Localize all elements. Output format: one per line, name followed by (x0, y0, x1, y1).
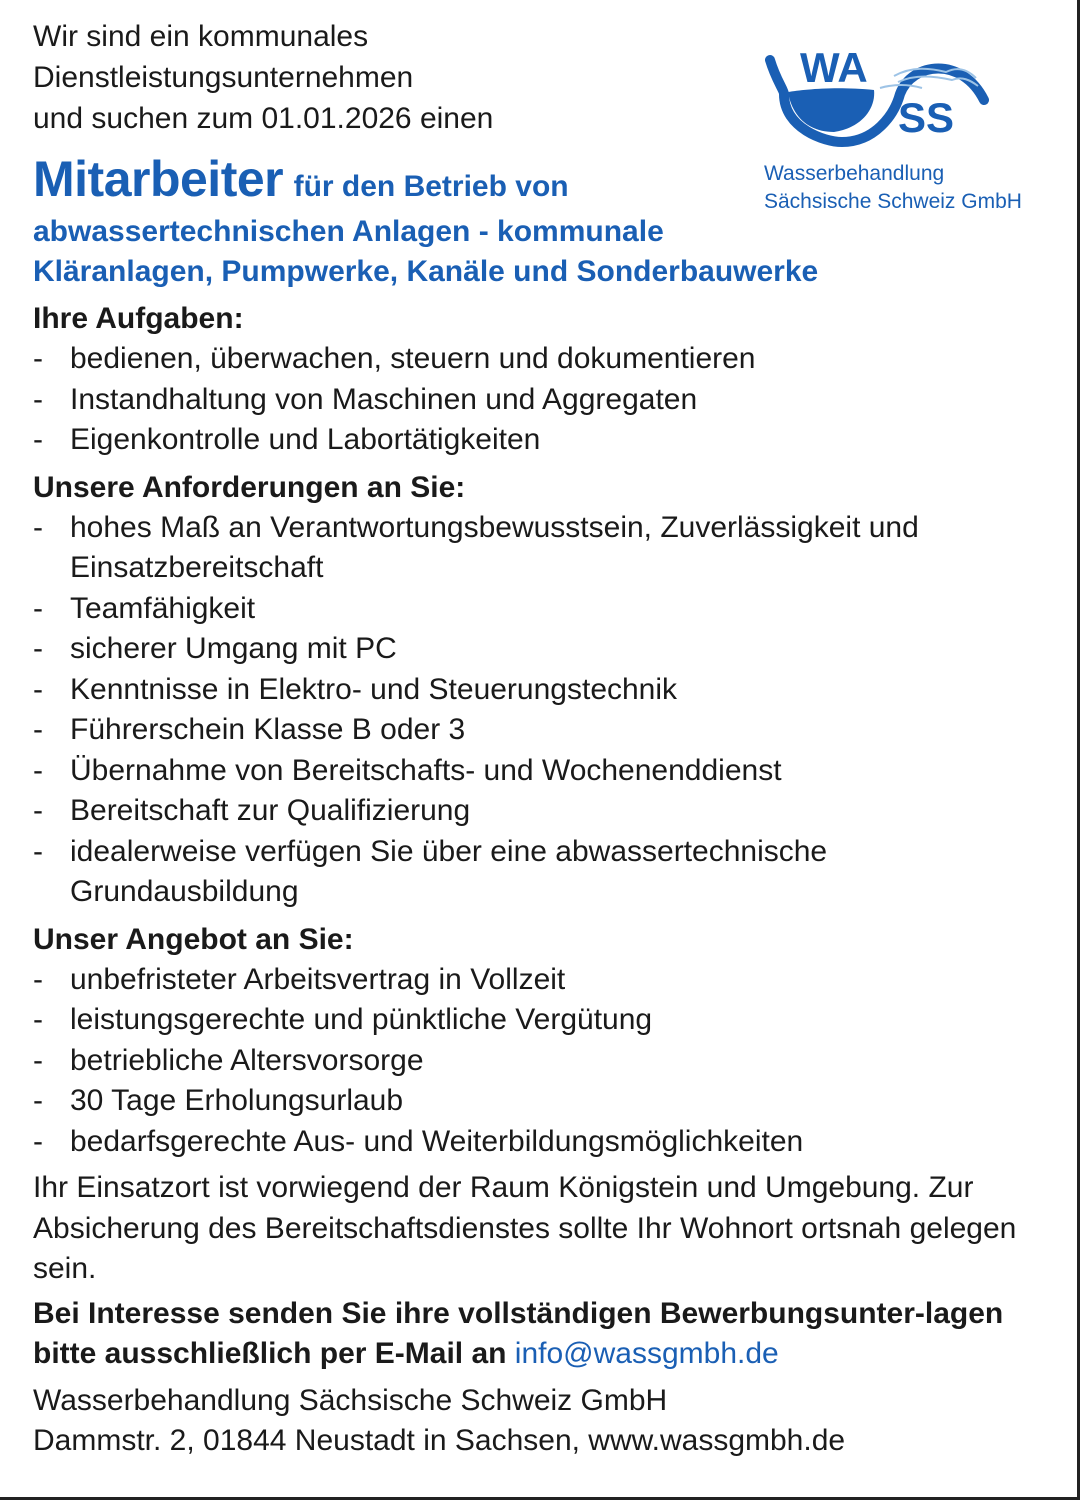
list-item-text: Kenntnisse in Elektro- und Steuerungstechnik (70, 672, 678, 706)
job-title-line2: abwassertechnischen Anlagen - kommunale (33, 215, 664, 248)
list-item: - Kenntnisse in Elektro- und Steuerungstechnik (33, 672, 678, 706)
list-item-text: Instandhaltung von Maschinen und Aggregaten (70, 382, 698, 416)
list-item-text: Führerschein Klasse B oder 3 (70, 713, 466, 746)
list-item: - Übernahme von Bereitschafts- und Wochenenddienst (33, 753, 782, 787)
list-item: - sicherer Umgang mit PC (33, 632, 397, 665)
email-link[interactable]: info@wassgmbh.de (514, 1337, 779, 1370)
list-item: - hohes Maß an Verantwortungsbewusstsein, Zuverlässigkeit und Einsatzbereitschaft (33, 510, 919, 584)
list-item: - Führerschein Klasse B oder 3 (33, 713, 466, 746)
main-content (33, 298, 1053, 1462)
list-item: - Bereitschaft zur Qualifizierung (33, 794, 471, 827)
tasks-heading: Ihre Aufgaben: (33, 302, 244, 335)
footer-company-name: Wasserbehandlung Sächsische Schweiz GmbH (33, 1383, 668, 1417)
list-item-text: leistungsgerechte und pünktliche Vergütung (70, 1003, 653, 1036)
list-item: - leistungsgerechte und pünktliche Vergütung (33, 1003, 653, 1036)
company-address (33, 1381, 1053, 1462)
list-item-text: sicherer Umgang mit PC (70, 632, 397, 665)
footer-address-line: Dammstr. 2, 01844 Neustadt in Sachsen, www.wassgmbh.de (33, 1424, 846, 1457)
location-paragraph: Ihr Einsatzort ist vorwiegend der Raum Königstein und Umgebung. Zur Absicherung des Bereitschaftsdienstes sollte Ihr Wohnort ortsnah gelegen sein. (33, 1171, 1017, 1285)
list-item: - Instandhaltung von Maschinen und Aggregaten (33, 382, 698, 416)
offer-list (33, 960, 1053, 1163)
intro-line: Wir sind ein kommunales (33, 20, 369, 53)
job-title-rest: für den Betrieb von (293, 170, 569, 203)
cta-text: Bei Interesse senden Sie ihre vollständigen Bewerbungsunter-lagen bitte ausschließlich per E-Mail an (33, 1296, 1004, 1370)
list-item: - unbefristeter Arbeitsvertrag in Vollzeit (33, 962, 566, 996)
list-item: - Eigenkontrolle und Labortätigkeiten (33, 423, 541, 456)
job-title-line3: Kläranlagen, Pumpwerke, Kanäle und Sonderbauwerke (33, 255, 819, 288)
list-item-text: Übernahme von Bereitschafts- und Wochenenddienst (70, 753, 782, 787)
wass-logo-icon (762, 36, 1002, 156)
list-item-text: hohes Maß an Verantwortungsbewusstsein, Zuverlässigkeit und Einsatzbereitschaft (70, 510, 919, 584)
list-item: - bedarfsgerechte Aus- und Weiterbildungsmöglichkeiten (33, 1124, 804, 1158)
list-item-text: bedienen, überwachen, steuern und dokumentieren (70, 342, 756, 375)
list-item: - 30 Tage Erholungsurlaub (33, 1084, 404, 1117)
list-item: - betriebliche Altersvorsorge (33, 1043, 424, 1077)
list-item-text: idealerweise verfügen Sie über eine abwassertechnische Grundausbildung (70, 834, 828, 908)
list-item-text: unbefristeter Arbeitsvertrag in Vollzeit (70, 962, 566, 996)
job-title-block (33, 146, 818, 292)
offer-heading: Unser Angebot an Sie: (33, 922, 354, 956)
logo-letters-bottom: SS (898, 94, 955, 141)
logo-company-line1: Wasserbehandlung (764, 162, 945, 185)
list-item: - idealerweise verfügen Sie über eine abwassertechnische Grundausbildung (33, 834, 828, 908)
list-item-text: bedarfsgerechte Aus- und Weiterbildungsmöglichkeiten (70, 1124, 804, 1158)
job-title: Mitarbeiter (33, 151, 284, 207)
application-call-to-action (33, 1294, 1053, 1375)
list-item-text: Eigenkontrolle und Labortätigkeiten (70, 423, 541, 456)
intro-line: und suchen zum 01.01.2026 einen (33, 102, 494, 135)
tasks-list (33, 339, 1053, 461)
list-item-text: Bereitschaft zur Qualifizierung (70, 794, 471, 827)
logo-letters-top: WA (800, 44, 868, 91)
requirements-list (33, 508, 1053, 913)
list-item-text: 30 Tage Erholungsurlaub (70, 1084, 404, 1117)
list-item-text: Teamfähigkeit (70, 591, 256, 625)
intro-text (33, 16, 493, 139)
list-item: - Teamfähigkeit (33, 591, 256, 625)
requirements-heading: Unsere Anforderungen an Sie: (33, 470, 466, 504)
logo-company-line2: Sächsische Schweiz GmbH (764, 190, 1022, 213)
intro-line: Dienstleistungsunternehmen (33, 61, 414, 94)
list-item: - bedienen, überwachen, steuern und dokumentieren (33, 342, 756, 375)
list-item-text: betriebliche Altersvorsorge (70, 1043, 424, 1077)
